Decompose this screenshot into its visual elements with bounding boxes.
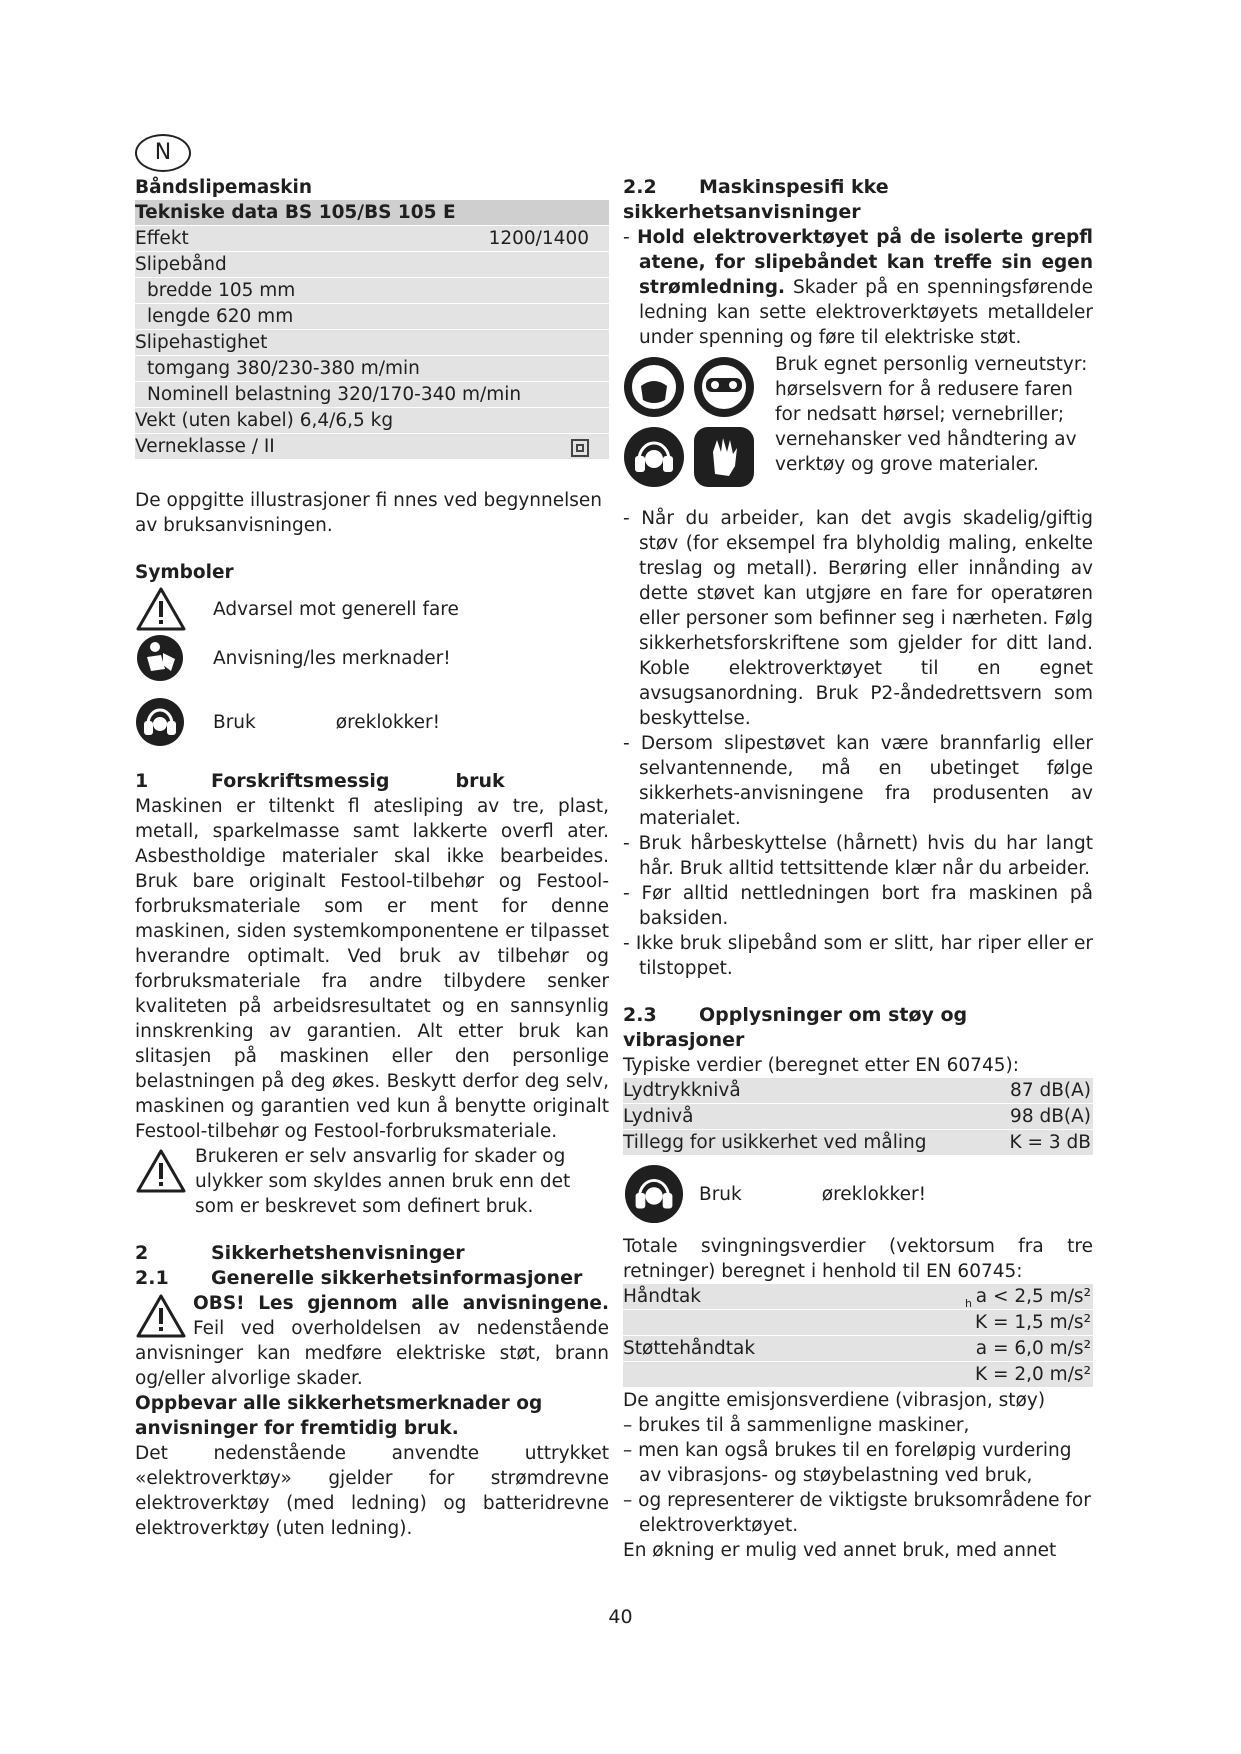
respirator-icon <box>623 356 685 418</box>
ppe-block <box>623 352 1093 492</box>
vibration-table <box>623 1284 1093 1387</box>
noise-row: Lydtrykknivå 87 dB(A) <box>623 1080 1091 1101</box>
section-2-1-heading: 2.1 Generelle sikkerhetsinformasjoner <box>135 1267 583 1289</box>
vibration-subscript: h <box>965 1297 972 1310</box>
tech-row: Slipehastighet <box>135 330 609 355</box>
noise-row: Lydnivå 98 dB(A) <box>623 1106 1091 1127</box>
tech-row: Verneklasse / II <box>135 434 609 459</box>
tech-row: lengde 620 mm <box>135 304 609 329</box>
language-badge: N <box>135 134 191 172</box>
ear-protection-note: Bruk øreklokker! <box>623 1164 1093 1224</box>
section-1-warning: Brukeren er selv ansvarlig for skader og ulykker som skyldes annen bruk enn det som er beskrevet som definert bruk. <box>135 1144 609 1219</box>
ear-protection-icon <box>623 1164 685 1224</box>
safety-goggles-icon <box>693 356 755 418</box>
tech-row: Nominell belastning 320/170-340 m/min <box>135 382 609 407</box>
tech-data-table <box>135 200 609 459</box>
emission-bullet: – brukes til å sammenligne maskiner, <box>623 1415 970 1436</box>
ear-protection-icon <box>623 426 685 488</box>
double-insulation-icon <box>571 439 589 457</box>
section-2-2-heading: 2.2 Maskinspesifi kke sikkerhetsanvisninger <box>623 176 889 223</box>
emission-bullet: – men kan også brukes til en foreløpig vurdering av vibrasjons- og støybelastning ved bruk, <box>623 1440 1072 1486</box>
vibration-row: Støttehåndtak a = 6,0 m/s² <box>623 1338 1091 1359</box>
term-definition: Det nedenstående anvendte uttrykket «elektroverktøy» gjelder for strømdrevne elektroverktøy (med ledning) og batteridrevne elektroverktøy (uten ledning). <box>135 1443 609 1539</box>
emission-intro: De angitte emisjonsverdiene (vibrasjon, støy) <box>623 1390 1046 1411</box>
tech-data-header: Tekniske data BS 105/BS 105 E <box>135 200 609 225</box>
bullet-fire: - Dersom slipestøvet kan være brannfarlig eller selvantennende, må en ubetinget følge sikkerhets-anvisningene fra produsenten av materialet. <box>623 733 1093 829</box>
warning-triangle-icon <box>135 1148 187 1194</box>
bullet-cable: - Før alltid nettledningen bort fra maskinen på baksiden. <box>623 883 1093 929</box>
illustration-note: De oppgitte illustrasjoner fi nnes ved begynnelsen av bruksanvisningen. <box>135 490 603 536</box>
vibration-intro: Totale svingningsverdier (vektorsum fra tre retninger) beregnet i henhold til EN 60745: <box>623 1236 1093 1282</box>
emission-tail: En økning er mulig ved annet bruk, med annet <box>623 1540 1057 1561</box>
ppe-text: Bruk egnet personlig verneutstyr: hørselsvern for å redusere faren for nedsatt hørsel; vernebriller; vernehansker ved håndtering av verktøy og grove materialer. <box>775 354 1088 475</box>
tech-row: Slipebånd <box>135 252 609 277</box>
bullet-hair: - Bruk hårbeskyttelse (hårnett) hvis du har langt hår. Bruk alltid tettsittende klær når du arbeider. <box>623 833 1093 879</box>
protective-gloves-icon <box>693 426 755 488</box>
section-2-3-heading: 2.3 Opplysninger om støy og vibrasjoner <box>623 1004 968 1051</box>
symbols-heading: Symboler <box>135 562 234 583</box>
warning-triangle-icon <box>135 586 187 632</box>
obs-warning: OBS! Les gjennom alle anvisningene. Feil ved overholdelsen av nedenstående anvisninger kan medføre elektriske støt, brann og/eller alvorlige skader. <box>135 1293 609 1389</box>
noise-table <box>623 1078 1093 1155</box>
symbol-warning: Advarsel mot generell fare <box>135 585 609 633</box>
symbol-read-manual: Anvisning/les merknader! <box>135 633 609 683</box>
noise-row: Tillegg for usikkerhet ved måling K = 3 dB <box>623 1132 1091 1153</box>
section-1-heading: 1 Forskriftsmessig bruk <box>135 770 505 792</box>
warning-triangle-icon <box>135 1293 187 1339</box>
ear-protection-icon <box>135 697 187 747</box>
tech-row: bredde 105 mm <box>135 278 609 303</box>
vibration-row: K = 2,0 m/s² <box>623 1362 1093 1387</box>
page-number: 40 <box>608 1606 633 1628</box>
bullet-dust: - Når du arbeider, kan det avgis skadelig/giftig støv (for eksempel fra blyholdig maling, enkelte treslag og metall). Berøring eller innånding av dette støvet kan utgjøre en fare for operatøren eller personer som befinner seg i nærheten. Følg sikkerhetsforskriftene som gjelder for ditt land. Koble elektroverktøyet til en egnet avsugsanordning. Bruk P2-åndedrettsvern som beskyttelse. <box>623 508 1093 729</box>
symbol-ear-protection: Bruk øreklokker! <box>135 697 609 747</box>
tech-row: tomgang 380/230-380 m/min <box>135 356 609 381</box>
ppe-icons <box>623 352 763 492</box>
read-manual-icon <box>135 633 187 683</box>
hold-instruction: - Hold elektroverktøyet på de isolerte grepfl atene, for slipebåndet kan treffe sin egen strømledning. Skader på en spenningsførende ledning kan sette elektroverktøyets metalldeler under spenning og føre til elektriske støt. <box>623 227 1093 348</box>
tech-row: Effekt 1200/1400 <box>135 226 609 251</box>
left-column <box>135 175 609 1541</box>
section-2-heading: 2 Sikkerhetshenvisninger <box>135 1242 465 1264</box>
vibration-row: K = 1,5 m/s² <box>623 1310 1093 1335</box>
bullet-belt: - Ikke bruk slipebånd som er slitt, har riper eller er tilstoppet. <box>623 933 1093 979</box>
section-1-body: Maskinen er tiltenkt fl atesliping av tre, plast, metall, sparkelmasse samt lakkerte overfl ater. Asbestholdige materialer skal ikke bearbeides. Bruk bare originalt Festool-tilbehør og Festool-forbruksmateriale som er ment for denne maskinen, siden systemkomponentene er tilpasset hverandre optimalt. Ved bruk av tilbehør og forbruksmateriale fra andre tilbydere senker kvaliteten på arbeidsresultatet og en sannsynlig innskrenking av garantien. Alt etter bruk kan slitasjen på maskinen eller den personlige belastningen på deg økes. Beskytt derfor deg selv, maskinen og garantien ved kun å benytte originalt Festool-tilbehør og Festool-forbruksmateriale. <box>135 796 609 1142</box>
keep-instructions: Oppbevar alle sikkerhetsmerknader og anvisninger for fremtidig bruk. <box>135 1393 543 1439</box>
tech-row: Vekt (uten kabel) 6,4/6,5 kg <box>135 408 609 433</box>
document-title: Båndslipemaskin <box>135 177 313 198</box>
noise-intro: Typiske verdier (beregnet etter EN 60745): <box>623 1055 1019 1076</box>
right-column <box>623 175 1093 1563</box>
emission-bullet: – og representerer de viktigste bruksområdene for elektroverktøyet. <box>623 1490 1091 1536</box>
vibration-row: Håndtak a < 2,5 m/s² <box>623 1286 1091 1307</box>
